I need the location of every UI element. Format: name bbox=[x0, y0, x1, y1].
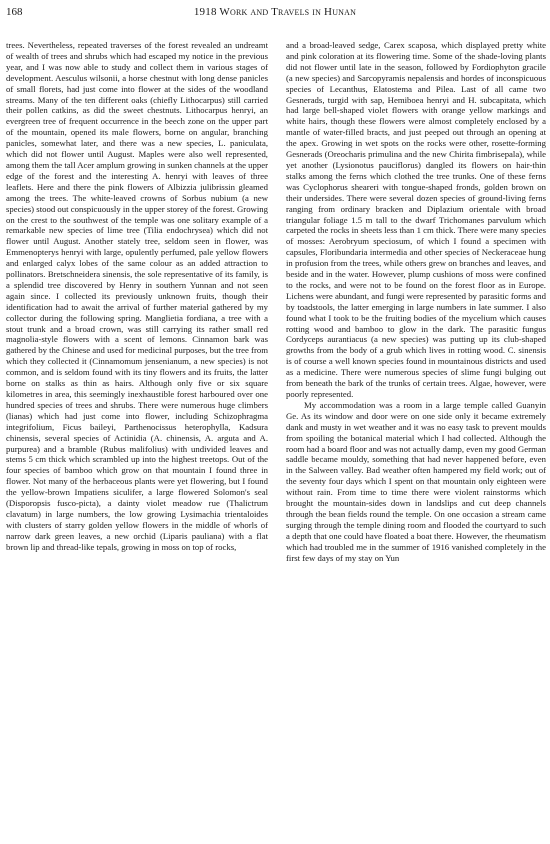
right-column bbox=[286, 40, 546, 840]
running-title: 1918 Work and Travels in Hunan bbox=[193, 6, 357, 18]
left-column bbox=[6, 40, 268, 840]
page-header bbox=[6, 6, 544, 24]
body-paragraph: My accommodation was a room in a large temple called Guanyin Ge. As its window and door were on one side only it became extremely dank and musty in wet weather and it was no easy task to prevent moulds from spoiling the botanical material which I had collected. Although the room had a board floor and was not actually damp, even my good German saddle became mouldy, something that had never happened before, even in the Salween valley. Bad weather often hampered my field work; out of the seventy four days which I spent on that mountain only eighteen were without rain. From time to time there were violent rainstorms which brought the mountain-sides down in landslips and cut deep channels through the bean fields round the temple. On one occasion a stream came surging through the temple dining room and flooded the courtyard to such a depth that one could have floated a boat there. However, the rheumatism which had troubled me in the summer of 1916 vanished completely in the first few days of my stay on Yun bbox=[286, 399, 546, 563]
page-number: 168 bbox=[6, 6, 23, 18]
body-paragraph: trees. Nevertheless, repeated traverses of the forest revealed an undreamt of wealth of trees and shrubs which had escaped my notice in the previous year, and I was now able to study and collect them in various stages of development. Aesculus wilsonii, a horse chestnut with long dense panicles of small florets, had just come into flower at the sides of the woodland streams. Many of the ten different oaks (chiefly Lithocarpus) still carried their pollen catkins, as did the sweet chestnuts. Lithocarpus henryi, an evergreen tree of frequent occurrence in the beech zone on the upper part of the mountain, opened its male flowers, borne on angular, branching panicles, somewhat later, and there was a new species, L. paniculata, which did not flower until August. Maples were also well represented, among them the tall Acer amplum growing in sunken channels at the upper edge of the forest and the interesting A. henryi with leaves of three leaflets. Here and there the pink flowers of Albizzia julibrissin gleamed among the trees. The white-leaved crowns of Sorbus nubium (a new species) stood out conspicuously in the upper storey of the forest. Growing on the crest to the southwest of the temple was one solitary example of a remarkable new species of lime tree (Tilia endochrysea) which did not flower until August. Another stately tree, seldom seen in flower, was Emmenopterys henryi with large, opulently perfumed, pale yellow flowers and enlarged calyx lobes of the same colour as an added attraction to pollinators. Bretschneidera sinensis, the sole representative of its family, is a splendid tree discovered by Henry in southern Yunnan and not seen again since. I collected its previously unknown fruits, though their identification had to await the arrival of further material gathered by my collector during the following spring. Manglietia fordiana, a tree with a stout trunk and a broad crown, was still carrying its rather small red magnolia-style flowers with a scent of lemons. Cinnamon bark was gathered by the Chinese and used for medicinal purposes, but the tree from which they collected it (Cinnamomum jensenianum, a new species) is not common, and is seldom found with its tiny flowers and its fruits, the latter borne on stalks as thin as hairs. Although only five or six square kilometres in area, this seemingly inexhaustible forest harboured over one hundred species of trees and shrubs. There were numerous huge climbers (lianas) which had just come into flower, including Schizophragma integrifolium, Ficus baileyi, Parthenocissus heterophylla, Kadsura chinensis, several species of Actinidia (A. chinensis, A. arguta and A. purpurea) and a bramble (Rubus malifolius) with undivided leaves and stems 5 cm thick which scrambled up into the highest treetops. Out of the four species of bamboo which grow on that mountain I found three in flower. Not many of the herbaceous plants were yet flowering, but I found the yellow-brown Impatiens siculifer, a large flowered Solomon's seal (Disporopsis fusco-picta), a dainty violet meadow rue (Thalictrum clavatum) in large numbers, the low growing Lysimachia trientaloides with clusters of starry golden yellow flowers in the middle of whorls of narrow dark green leaves, a new orchid (Liparis pauliana) with a flat brown lip and thread-like tepals, growing in moss on top of rocks, bbox=[6, 40, 268, 552]
body-paragraph: and a broad-leaved sedge, Carex scaposa, which displayed pretty white and pink coloration at its flowering time. Some of the shade-loving plants did not flower until late in the season, followed by Fordiophyton gracile (a new species) and Sarcopyramis nepalensis and hordes of inconspicuous species of Lecanthus, Elatostema and Pilea. Last of all came two Gesnerads, turgid with sap, Hemiboea henryi and H. subcapitata, which had large bell-shaped violet flowers with orange yellow markings and white hairs, though these flowers were almost completely enclosed by a mantle of water-filled bracts, and just peeped out through an opening at the apex. Growing in wet spots on the rocks were other, rosette-forming Gesnerads (Oreocharis primulina and the new Chirita fimbrisepala), while yet another (Lysionotus pauciflorus) dangled its flowers on hair-thin stalks among the ferns which clothed the tree trunks. One of these ferns was Cyclophorus sheareri with tongue-shaped fronds, golden brown on their undersides. There were several dozen species of ground-living ferns ranging from ordinary bracken and Diplazium orientale with broad triangular foliage 1.5 m tall to the dwarf Trichomanes parvulum which carpeted the rocks in sheets less than 1 cm thick. There were many species of mosses: Aerobryum speciosum, of which I found a specimen with capsules, Floribundaria intermedia and other species of Neckeraceae hung in profusion from the trees, while others grew on branches and leaves, and beside and in the water. However, plump cushions of moss were confined to the rocks, and were not to be found on the forest floor as in Europe. Lichens were abundant, and fungi were represented by parasitic forms and by toadstools, the latter emerging in large numbers in late summer. I also found what I took to be the fruiting bodies of the mycelium which causes rotting wood and bamboo to glow in the dark. The parasitic fungus Cordyceps aurantiacus (a new species) was putting up its club-shaped growths from the body of a grub which lives in rotting wood. C. sinensis is of course a well known species found in mountainous districts and used as a medicine. There were numerous species of slime fungi bulging out from beneath the bark of the trunks of certain trees. Algae, however, were poorly represented. bbox=[286, 40, 546, 399]
